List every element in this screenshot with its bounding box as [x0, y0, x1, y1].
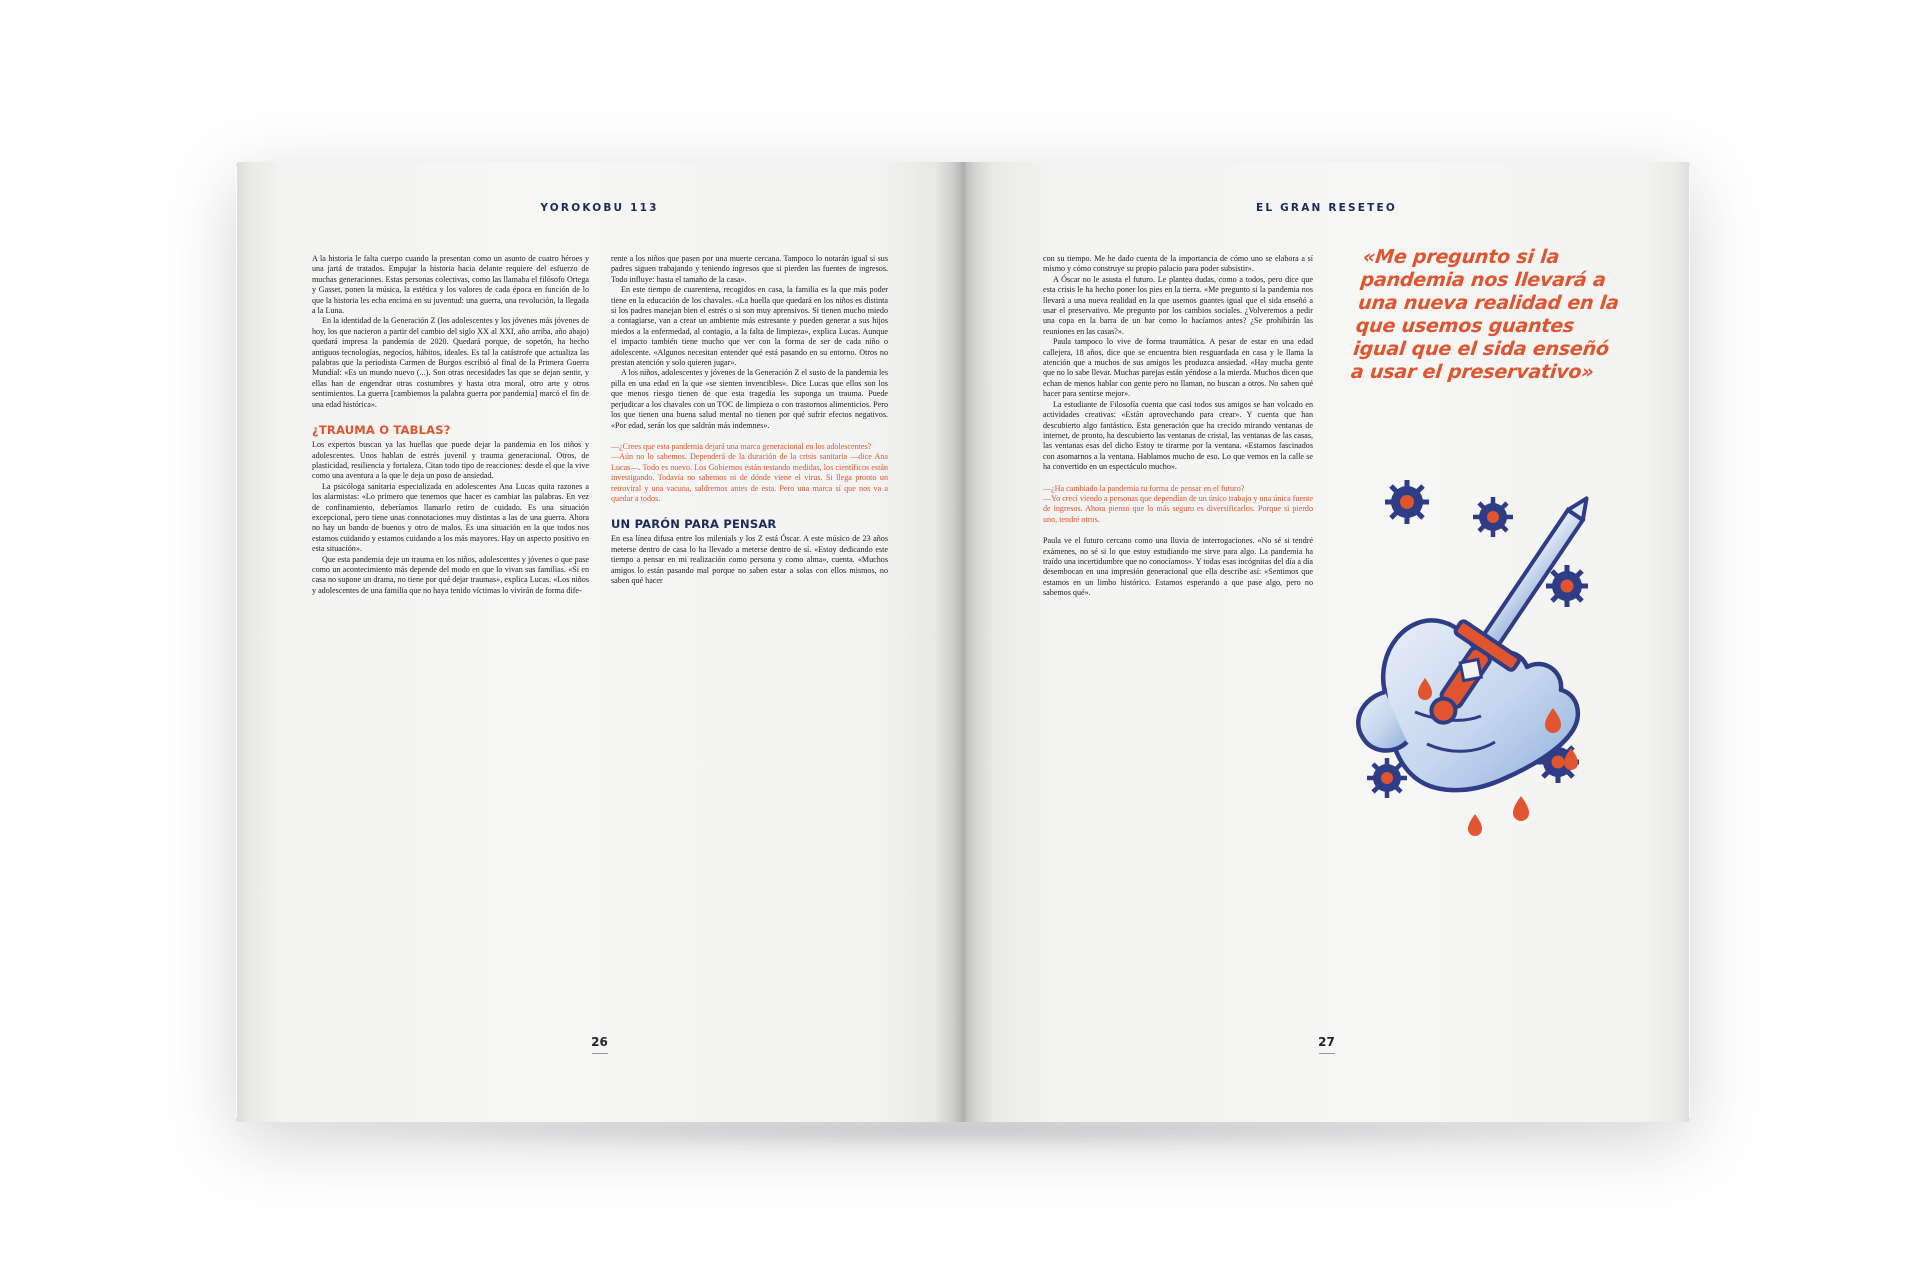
paragraph: Paula tampoco lo vive de forma traumática. A pesar de estar en una edad callejera, 18 años, dice que se encuentra bien resguardada en casa y le llama la atención que a muchos de sus amigos les produzca ansiedad. «Hay mucha gente que no lo sabe llevar. Muchas parejas están yéndose a la mierda. Muchos dicen que echan de menos hablar con gente pero no llaman, no buscan a otros. No saben qué hacer para sentirse mejor». — [1043, 337, 1313, 399]
folio-number: 26 — [591, 1035, 608, 1049]
pull-quote: «Me pregunto si la pandemia nos llevará a una nueva realidad en la que usemos guantes igual que el sida enseñó a usar el preservativo» — [1349, 246, 1620, 383]
folio-rule — [592, 1053, 608, 1054]
folio-left — [236, 1035, 963, 1054]
page-edge-right — [1689, 166, 1690, 1118]
interview-qa-block — [1043, 484, 1313, 526]
right-page — [963, 162, 1690, 1122]
left-column-1 — [312, 254, 589, 596]
page-edge-left — [236, 166, 237, 1118]
paragraph: A los niños, adolescentes y jóvenes de la Generación Z el susto de la pandemia les pilla en una edad en la que «se sienten invencibles». Dice Lucas que ellos son los que menos riesgo tienen de que esta tragedia les suponga un trauma. Puede perjudicar a los chavales con un TOC de limpieza o con trastornos alimenticios. Pero los que tienen una buena salud mental no tienen por qué sufrir efectos negativos. «Por edad, serán los que saldrán más indemnes». — [611, 368, 888, 430]
paragraph: Los expertos buscan ya las huellas que puede dejar la pandemia en los niños y adolescentes. Unos hablan de estrés juvenil y trauma generacional. Otros, de plasticidad, resiliencia y fortaleza. Citan todo tipo de reacciones: desde el que la vive como una aventura a la que le deja un poso de ansiedad. — [312, 440, 589, 481]
left-page — [236, 162, 963, 1122]
hand-dagger-virus-illustration — [1315, 462, 1635, 862]
folio-right — [963, 1035, 1690, 1054]
running-head-left: YOROKOBU 113 — [540, 202, 659, 214]
interview-question: —¿Crees que esta pandemia dejará una marca generacional en los adolescentes? — [611, 441, 872, 451]
folio-number: 27 — [1318, 1035, 1335, 1049]
paragraph: A Óscar no le asusta el futuro. Le plantea dudas, como a todos, pero dice que esta crisis le ha hecho poner los pies en la tierra. «Me pregunto si la pandemia nos llevará a una nueva realidad en la que usemos guantes igual que el sida enseñó a usar el preservativo. Me pregunto por los cambios sociales. ¿Volveremos a pedir una copa en la barra de un bar como lo hacíamos antes? ¿Se prohibirán las reuniones en las casas?». — [1043, 274, 1313, 336]
section-heading-trauma-o-tablas: ¿TRAUMA O TABLAS? — [312, 423, 451, 438]
paragraph: con su tiempo. Me he dado cuenta de la importancia de cómo uno se elabora a sí mismo y cómo construye su propio palacio para poder subsistir». — [1043, 254, 1313, 274]
right-column-1 — [1043, 254, 1313, 599]
left-page-columns — [312, 254, 888, 596]
running-head-right: EL GRAN RESETEO — [1255, 202, 1398, 214]
section-heading-un-paron-para-pensar: UN PARÓN PARA PENSAR — [611, 517, 777, 532]
left-column-2 — [611, 254, 888, 596]
interview-answer: —Aún no lo sabemos. Dependerá de la duración de la crisis sanitaria —dice Ana Lucas—. Todo es nuevo. Los Gobiernos están testando medidas, los científicos están investigando. Todavía no sabemos ni de dónde viene el virus. Si llega pronto un retroviral y una vacuna, saldremos antes de esta. Pero una marca sí que nos va a quedar a todos. — [611, 452, 888, 503]
paragraph: A la historia le falta cuerpo cuando la presentan como un asunto de cuatro héroes y una jartá de tratados. Empujar la historia hacia delante requiere del esfuerzo de muchas generaciones. Estas personas colectivas, como las llamaba el filósofo Ortega y Gasset, ponen la música, la estética y los valores de cada época en función de lo que la historia les echa encima en su juventud: una guerra, una revolución, la llegada a la Luna. — [312, 254, 589, 316]
paragraph: Que esta pandemia deje un trauma en los niños, adolescentes y jóvenes o que pase como un acontecimiento más depende del modo en que lo vivan sus familias. «Si en casa no supone un drama, no tiene por qué dejar traumas», explica Lucas. «Los niños y adolescentes de una familia que no haya tenido víctimas lo vivirán de forma dife- — [312, 554, 589, 595]
paragraph: En la identidad de la Generación Z (los adolescentes y los jóvenes más jóvenes de hoy, los que nacieron a partir del cambio del siglo XX al XXI, año arriba, año abajo) quedará impresa la pandemia de 2020. Quedará porque, de sopetón, ha hecho antiguos tecnologías, negocios, hábitos, ideales. Es tal la catástrofe que actualiza las palabras que la periodista Carmen de Burgos escribió al final de la Primera Guerra Mundial: «Es un mundo nuevo (...). Son otras necesidades las que se dejan sentir, y ellas han de engendrar otras costumbres y hasta otra moral, otro arte y otros sentimientos. La guerra [cambiemos la palabra guerra por pandemia] marcó el fin de una edad histórica». — [312, 316, 589, 409]
paragraph: En esa línea difusa entre los milenials y los Z está Óscar. A este músico de 23 años meterse dentro de casa lo ha llevado a meterse dentro de sí. «Estoy dedicando este tiempo a pensar en mi realización como persona y como alma», cuenta. «Muchos amigos lo están pasando mal porque no saben estar a solas con ellos mismos, no saben qué hacer — [611, 534, 888, 585]
interview-question: —¿Ha cambiado la pandemia tu forma de pensar en el futuro? — [1043, 483, 1245, 493]
paragraph: La estudiante de Filosofía cuenta que casi todos sus amigos se han volcado en actividades creativas: «Están aprovechando para crear». Y cuenta que han descubierto algo fantástico. Esta generación que ha crecido mirando ventanas de internet, de pronto, ha descubierto las ventanas de cristal, las ventanas de las casas, las ventanas esas del dicho Estoy te tirarme por la ventana. «Estamos fascinados con asomarnos a la ventana. Hablamos mucho de eso. Lo que vemos en la calle se ha convertido en un espectáculo mucho». — [1043, 399, 1313, 472]
folio-rule — [1319, 1053, 1335, 1054]
magazine-spread — [236, 162, 1691, 1122]
interview-answer: —Yo crecí viendo a personas que dependían de un único trabajo y una única fuente de ingresos. Ahora pienso que lo más seguro es diversificarlos. Porque si pierdo uno, tendré otros. — [1043, 493, 1313, 524]
paragraph: Paula ve el futuro cercano como una lluvia de interrogaciones. «No sé si tendré exámenes, no sé si lo que estoy estudiando me sirve para algo. La pandemia ha traído una incertidumbre que no conocíamos». Y todas esas incógnitas del día a día desembocan en una impresión generacional que ella describe así: «Sentimos que estamos en un limbo histórico. Estamos esperando a que pase algo, pero no sabemos qué». — [1043, 536, 1313, 598]
paragraph: En este tiempo de cuarentena, recogidos en casa, la familia es la que más poder tiene en la educación de los chavales. «La huella que quedará en los niños es distinta si los padres manejan bien el estrés o si son muy aprensivos. Si tienen mucho miedo a contagiarse, van a crear un ambiente más estresante y pueden generar a sus hijos miedos a la enfermedad, al contagio, a la falta de limpieza», explica Lucas. Aunque el impacto también tiene mucho que ver con la forma de ser de cada niño o adolescente. «Algunos necesitan entender qué está pasando en su entorno. Otros no prestan atención y solo quieren jugar». — [611, 285, 888, 368]
paragraph: La psicóloga sanitaria especializada en adolescentes Ana Lucas quita razones a los alarmistas: «Lo primero que tenemos que hacer es cambiar las palabras. En vez de confinamiento, deberíamos llamarlo retiro de cuidado. Es una situación excepcional, pero tiene unas connotaciones muy distintas a las de una guerra. Ahora no hay un bando de buenos y otro de malos. Es una situación en la que todos nos estamos cuidando y estamos cuidando a los más mayores. Hay un aspecto positivo en esta situación». — [312, 481, 589, 554]
paragraph: rente a los niños que pasen por una muerte cercana. Tampoco lo notarán igual si sus padres siguen trabajando y teniendo ingresos que si pierden las fuentes de ingresos. Todo influye: hasta el tamaño de la casa». — [611, 254, 888, 284]
interview-qa-block — [611, 442, 888, 504]
